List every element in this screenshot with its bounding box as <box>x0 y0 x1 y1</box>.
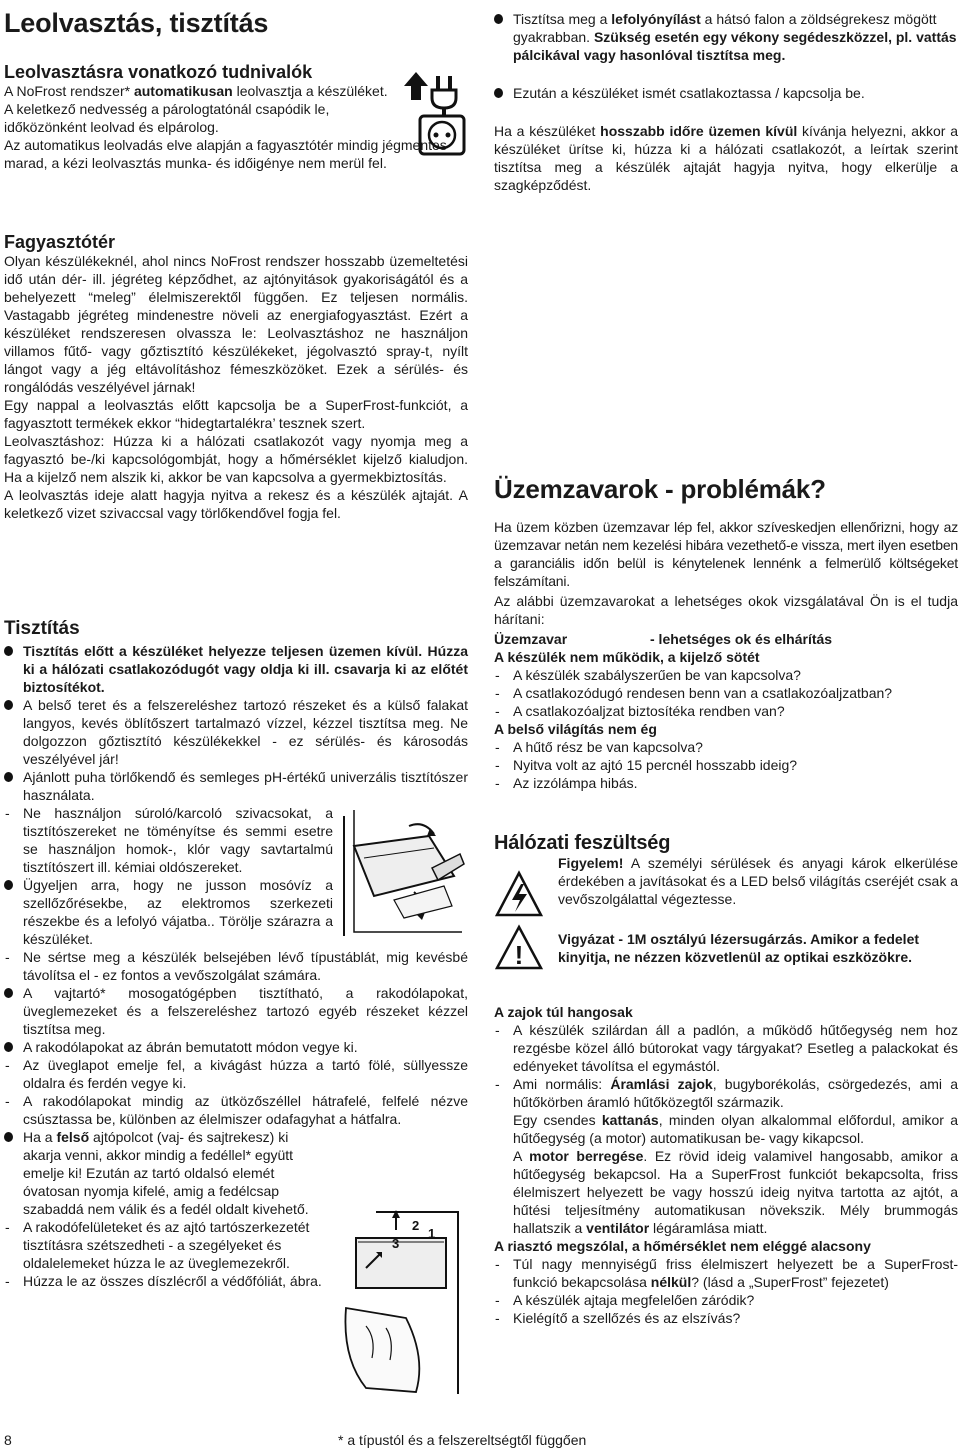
reconnect-item: Ezután a készüléket ismét csatlakoztassa / kapcsolja be. <box>494 84 958 102</box>
cleaning-item-6: - Ne sértse meg a készülék belsejében lévő típustáblát, mig kevésbé távolítsa el - ez fontos a vevőszolgálat számára. <box>4 948 468 984</box>
trouble-heading: Üzemzavarok - problémák? <box>494 474 826 504</box>
cleaning-item-7: A vajtartó* mosogatógépben tisztítható, a rakodólapokat, üveglemezeket és a felszereléshez tartozó egyéb részeket kézzel tisztítsa meg. <box>4 984 468 1038</box>
trouble-group-1-item-3: - A csatlakozóaljzat biztosítéka rendben van? <box>494 702 958 720</box>
trouble-group-1-title: A készülék nem működik, a kijelző sötét <box>494 649 760 665</box>
electric-hazard-icon <box>494 870 544 920</box>
cleaning-item-2: A belső teret és a felszereléshez tartozó részeket és a külső falakat langyos, kevés öblítőszert tartalmazó vízzel, kézzel tisztítsa meg. Ne dolgozzon gőztisztító készülékekkel - ez sérülés- és károsodás veszélyével jár! <box>4 696 468 768</box>
cleaning-heading: Tisztítás <box>4 618 80 639</box>
noisy-item-1: - A készülék szilárdan áll a padlón, a működő hűtőegység nem hoz rezgésbe közel álló bútorokat vagy tárgyakat? Esetleg a palackokat és edényeket távolítsa el egymástól. <box>494 1021 958 1075</box>
trouble-table-header: Üzemzavar - lehetséges ok és elhárítás <box>494 631 833 647</box>
noisy-item-2: - Ami normális: Áramlási zajok, bugyborékolás, csörgedezés, ami a hűtőkörben áramló hűtőközegtől származik. <box>494 1075 958 1111</box>
freezer-p1: Olyan készülékeknél, ahol nincs NoFrost rendszer hosszabb üzemeltetési idő után dér- ill. jégréteg képződhet, az ajtónyitások gyakoriságától és a behelyezett “meleg” élelmiszerektől függően. Ez teljesen normális. Vastagabb jégréteg mindenestre növeli az energiafogyasztást. Ezért a készüléket rendszeresen olvassza le: Leolvasztáshoz ne használjon villamos fűtő- vagy gőztisztító készülékeket, jégolvasztó spray-t, nyílt lángot vagy a jég eltávolításhoz fémeszközöket. Ezek a sérülés- és rongálódás veszélyével járnak! <box>4 253 468 395</box>
footer-note: * a típustól és a felszereltségtől függően <box>338 1432 587 1448</box>
cleaning-item-11: Ha a felső ajtópolcot (vaj- és sajtrekesz) ki akarja venni, akkor mindig a fedéllel* együtt emelje ki! Ezután az tartó oldalsó elemét óvatosan nyomja kifelé, amig a fedélcsap szabaddá nem válik és a fedél oldalt kivehető. <box>4 1128 323 1218</box>
trouble-p2: Az alábbi üzemzavarokat a lehetséges okok vizsgálatával Ön is el tudja hárítani: <box>494 593 958 627</box>
mains-heading: Hálózati feszültség <box>494 832 671 854</box>
figure-label-1: 1 <box>428 1226 436 1241</box>
alarm-item-3: - Kielégítő a szellőzés és az elszívás? <box>494 1309 958 1327</box>
warning-triangle-icon <box>494 924 544 972</box>
unplug-icon <box>400 64 466 156</box>
trouble-group-2-item-3: - Az izzólámpa hibás. <box>494 774 958 792</box>
cleaning-item-9: - Az üveglapot emelje fel, a kivágást húzza a tartó fölé, süllyessze oldalra és ferdén vegye ki. <box>4 1056 468 1092</box>
trouble-group-2-item-1: - A hűtő rész be van kapcsolva? <box>494 738 958 756</box>
warning-sign-glyph: ! <box>514 940 524 970</box>
cleaning-item-4: - Ne használjon súroló/karcoló szivacsokat, a tisztítószereket ne töményítse és semmi esetre se használjon homok-, klór vagy savtartalmú tisztítószert ill. kémiai oldószereket. <box>4 804 333 876</box>
cleaning-item-3: Ajánlott puha törlőkendő és semleges pH-értékű univerzális tisztítószer használata. <box>4 768 468 804</box>
freezer-heading: Fagyasztótér <box>4 232 116 252</box>
freezer-p3: Leolvasztáshoz: Húzza ki a hálózati csatlakozót vagy nyomja meg a fagyasztó be-/ki kapcsológombját, hogy a hőmérséklet kijelző kialudjon. Ha a kijelző nem alszik ki, akkor be van kapcsolva a gyermekbiztosítás. <box>4 433 468 485</box>
cleaning-item-8: A rakodólapokat az ábrán bemutatott módon vegye ki. <box>4 1038 468 1056</box>
figure-label-2: 2 <box>412 1218 420 1233</box>
mains-warning: Figyelem! A személyi sérülések és anyagi károk elkerülése érdekében a javításokat és a LED belső világítás cseréjét csak a vevőszolgálattal végeztesse. <box>558 855 958 907</box>
noisy-item-2b: Egy csendes kattanás, minden olyan alkalommal előfordul, amikor a hűtőegység (a motor) automatikusan be- vagy kikapcsol. <box>513 1112 958 1146</box>
page-number: 8 <box>4 1432 12 1448</box>
door-shelf-figure <box>336 1208 466 1398</box>
defrost-line-2: A keletkező nedvesség a párologtatónál csapódik le, időközönként leolvad és elpárolog. <box>4 101 330 135</box>
shelf-removal-figure <box>334 806 468 940</box>
noisy-block <box>494 1003 958 1327</box>
cleaning-item-1: Tisztítás előtt a készüléket helyezze teljesen üzemen kívül. Húzza ki a hálózati csatlakozódugót vagy oldja ki ill. csavarja ki az előtét biztosítékot. <box>4 642 468 696</box>
defrost-info-text <box>4 82 447 172</box>
figure-label-3: 3 <box>392 1236 400 1251</box>
trouble-p1: Ha üzem közben üzemzavar lép fel, akkor szíveskedjen ellenőrizni, hogy az üzemzavar netán nem kezelési hibára vezethető-e vissza, mert ilyen esetben a garanciális időn belül is kénytelenek lennénk a felmerülő költségeket felszámítani. <box>494 519 958 589</box>
trouble-group-1-item-2: - A csatlakozódugó rendesen benn van a csatlakozóaljzatban? <box>494 684 958 702</box>
noisy-item-2c: A motor berregése. Ez rövid ideig valamivel hangosabb, amikor a hűtőegység bekapcsol. Ha a SuperFrost funkciót bekapcsolta, friss élelmiszert helyezett be vagy hosszú ideig nyitva tartotta az ajtót, a hűtési teljesítmény automatikusan növekszik. Mély brummogás hallatszik a ventilátor légáramlása miatt. <box>513 1148 958 1236</box>
defrost-info-heading: Leolvasztásra vonatkozó tudnivalók <box>4 62 313 82</box>
page-title: Leolvasztás, tisztítás <box>4 8 269 38</box>
drain-cleaning-item: Tisztítsa meg a lefolyónyílást a hátsó falon a zöldségrekesz mögött gyakrabban. Szükség esetén egy vékony segédeszközzel, pl. vattás pálcikával vagy hasonlóval tisztítsa meg. <box>494 10 958 64</box>
laser-warning: Vigyázat - 1M osztályú lézersugárzás. Amikor a fedelet kinyitja, ne nézzen közvetlenül az optikai eszközökre. <box>558 931 920 965</box>
right-top-block <box>494 10 958 194</box>
freezer-text <box>4 252 468 522</box>
noisy-title: A zajok túl hangosak <box>494 1004 633 1020</box>
defrost-line-3: Az automatikus leolvadás elve alapján a fagyasztótér mindig jégmentes marad, a kézi leolvasztás munka- és időigénye nem merül fel. <box>4 137 447 171</box>
freezer-p2: Egy nappal a leolvasztás előtt kapcsolja be a SuperFrost-funkciót, a fagyasztott termékek ekkor “hidegtartalékra’ tesznek szert. <box>4 397 468 431</box>
cleaning-item-5: Ügyeljen arra, hogy ne jusson mosóvíz a szellőzőrésekbe, az elektromos szerkezeti részekbe és a lefolyó vájatba.. Törölje szárazra a készüléket. <box>4 876 333 948</box>
freezer-p4: A leolvasztás ideje alatt hagyja nyitva a rekesz és a készülék ajtaját. A keletkező vizet szivaccsal vagy törlőkendővel fogja fel. <box>4 487 468 521</box>
alarm-item-2: - A készülék ajtaja megfelelően záródik? <box>494 1291 958 1309</box>
cleaning-item-12: - A rakodófelületeket és az ajtó tartószerkezetét tisztításra szétszedheti - a szegélyeket és oldalelemeket húzza le az üveglemezekről. <box>4 1218 323 1272</box>
trouble-group-2-title: A belső világítás nem ég <box>494 721 657 737</box>
trouble-group-1-item-1: - A készülék szabályszerűen be van kapcsolva? <box>494 666 958 684</box>
alarm-title: A riasztó megszólal, a hőmérséklet nem eléggé alacsony <box>494 1238 871 1254</box>
cleaning-list <box>4 642 468 1290</box>
alarm-item-1: - Túl nagy mennyiségű friss élelmiszert helyezett be a SuperFrost-funkció bekapcsolása nélkül? (lásd a „SuperFrost” fejezetet) <box>494 1255 958 1291</box>
cleaning-item-13: - Húzza le az összes díszlécről a védőfóliát, ábra. <box>4 1272 403 1290</box>
defrost-line-1: A NoFrost rendszer* automatikusan leolvasztja a készüléket. <box>4 83 388 99</box>
trouble-group-2-item-2: - Nyitva volt az ajtó 15 percnél hosszabb ideig? <box>494 756 958 774</box>
trouble-block <box>494 518 958 792</box>
cleaning-item-10: - A rakodólapokat mindig az ütközőszéllel hátrafelé, felfelé nézve csúsztassa be, különben az élelmiszer odafagyhat a hátfalra. <box>4 1092 468 1128</box>
long-term-storage-text: Ha a készüléket hosszabb időre üzemen kívül kívánja helyezni, akkor a készüléket ürítse ki, húzza ki a hálózati csatlakozót, a leírtak szerint tisztítsa meg a készülék ajtaját hagyja nyitva, hogy elkerülje a szagképződést. <box>494 123 958 193</box>
